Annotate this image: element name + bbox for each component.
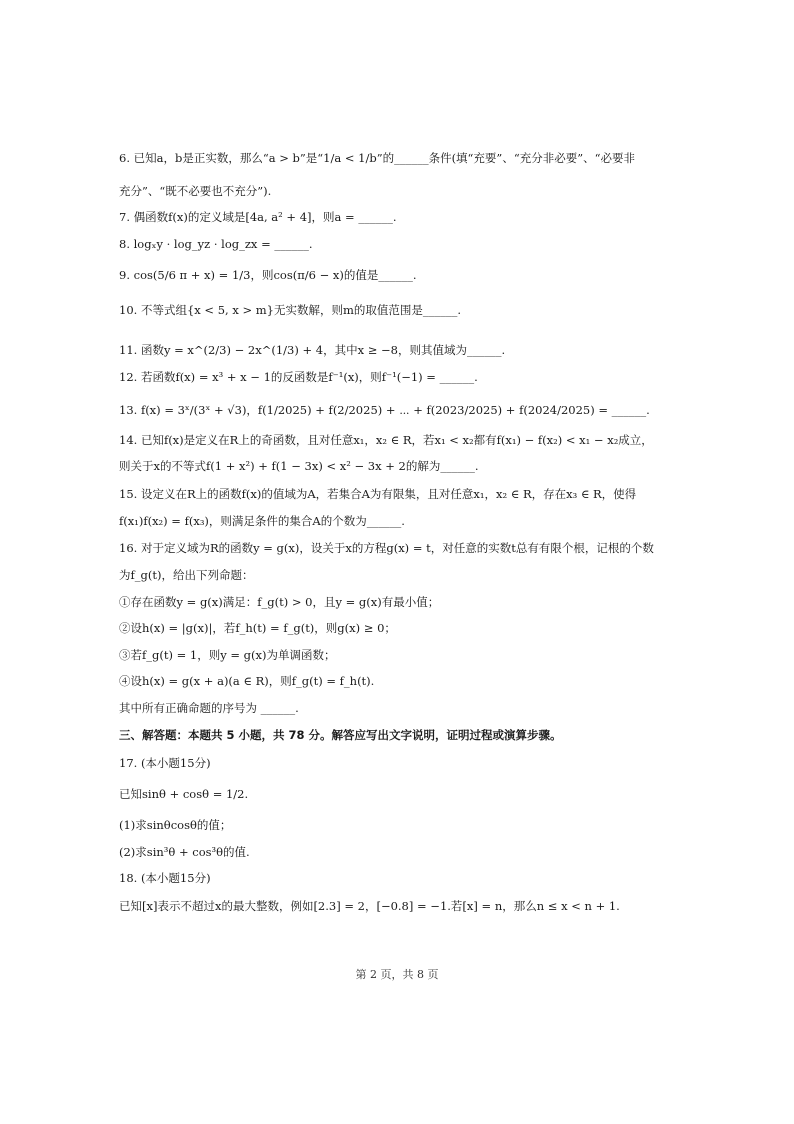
page-footer: 第 2 页，共 8 页 <box>355 968 439 981</box>
problem-17-heading: 17. (本小题15分) <box>119 756 211 770</box>
problem-16-line-2: 为f_g(t)，给出下列命题： <box>119 568 254 582</box>
proposition-1: ①存在函数y = g(x)满足：f_g(t) > 0，且y = g(x)有最小值； <box>119 595 440 609</box>
problem-7: 7. 偶函数f(x)的定义域是[4a, a² + 4]，则a = ______. <box>119 210 397 224</box>
problem-17-part-1: (1)求sinθcosθ的值； <box>119 818 232 832</box>
problem-8: 8. logₓy · log_yz · log_zx = ______. <box>119 237 313 251</box>
problem-11: 11. 函数y = x^(2/3) − 2x^(1/3) + 4，其中x ≥ −8，则其值域为______. <box>119 343 506 357</box>
problem-14-line-1: 14. 已知f(x)是定义在R上的奇函数，且对任意x₁，x₂ ∈ R，若x₁ < x₂都有f(x₁) − f(x₂) < x₁ − x₂成立， <box>119 433 653 447</box>
problem-9: 9. cos(5/6 π + x) = 1/3，则cos(π/6 − x)的值是______. <box>119 268 417 282</box>
problem-12: 12. 若函数f(x) = x³ + x − 1的反函数是f⁻¹(x)，则f⁻¹(−1) = ______. <box>119 370 478 384</box>
proposition-3: ③若f_g(t) = 1，则y = g(x)为单调函数； <box>119 648 336 662</box>
problem-18-statement: 已知[x]表示不超过x的最大整数，例如[2.3] = 2，[−0.8] = −1.若[x] = n，那么n ≤ x < n + 1. <box>119 899 620 913</box>
problem-14-line-2: 则关于x的不等式f(1 + x²) + f(1 − 3x) < x² − 3x + 2的解为______. <box>119 459 479 473</box>
proposition-4: ④设h(x) = g(x + a)(a ∈ R)，则f_g(t) = f_h(t). <box>119 674 375 688</box>
problem-13: 13. f(x) = 3ˣ/(3ˣ + √3)，f(1/2025) + f(2/2025) + ⋯ + f(2023/2025) + f(2024/2025) = ______. <box>119 403 650 417</box>
problem-16-line-1: 16. 对于定义域为R的函数y = g(x)，设关于x的方程g(x) = t，对任意的实数t总有有限个根，记根的个数 <box>119 541 654 555</box>
problem-15-line-1: 15. 设定义在R上的函数f(x)的值域为A，若集合A为有限集，且对任意x₁，x₂ ∈ R，存在x₃ ∈ R，使得 <box>119 487 637 501</box>
problem-18-heading: 18. (本小题15分) <box>119 871 211 885</box>
problem-17-part-2: (2)求sin³θ + cos³θ的值. <box>119 845 250 859</box>
section-heading: 三、解答题：本题共 5 小题，共 78 分。解答应写出文字说明，证明过程或演算步骤。 <box>119 728 562 742</box>
problem-16-question: 其中所有正确命题的序号为 ______. <box>119 701 299 715</box>
problem-6-line-2: 充分”、“既不必要也不充分”). <box>119 184 272 198</box>
problem-6-line-1: 6. 已知a，b是正实数，那么“a > b”是“1/a < 1/b”的______条件(填“充要”、“充分非必要”、“必要非 <box>119 151 635 165</box>
problem-17-given: 已知sinθ + cosθ = 1/2. <box>119 787 249 801</box>
proposition-2: ②设h(x) = |g(x)|，若f_h(t) = f_g(t)，则g(x) ≥ 0； <box>119 621 396 635</box>
problem-15-line-2: f(x₁)f(x₂) = f(x₃)，则满足条件的集合A的个数为______. <box>119 514 405 528</box>
problem-10: 10. 不等式组{x < 5, x > m}无实数解，则m的取值范围是______. <box>119 303 462 317</box>
